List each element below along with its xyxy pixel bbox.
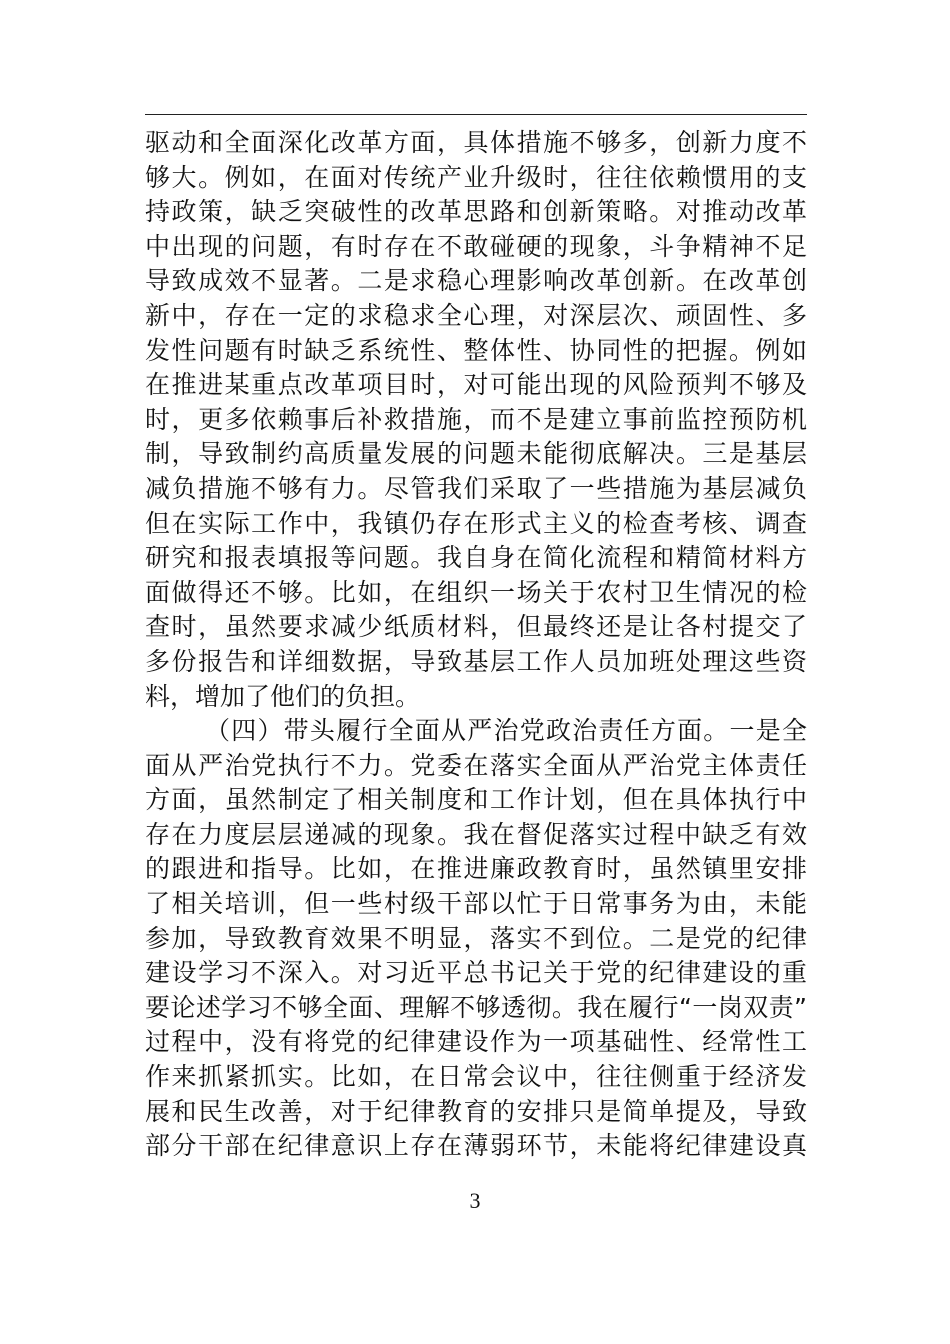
text-line: 的跟进和指导。比如，在推进廉政教育时，虽然镇里安排 <box>145 854 807 884</box>
text-line: 参加，导致教育效果不明显，落实不到位。二是党的纪律 <box>145 923 807 953</box>
text-line: 多份报告和详细数据，导致基层工作人员加班处理这些资 <box>145 646 807 676</box>
section-heading-line: （四）带头履行全面从严治党政治责任方面。一是全 <box>205 716 807 746</box>
text-line: 在推进某重点改革项目时，对可能出现的风险预判不够及 <box>145 370 807 400</box>
text-line: 时，更多依赖事后补救措施，而不是建立事前监控预防机 <box>145 404 807 434</box>
text-line: 展和民生改善，对于纪律教育的安排只是简单提及，导致 <box>145 1096 807 1126</box>
text-line: 料，增加了他们的负担。 <box>145 681 421 711</box>
header-rule <box>145 114 807 115</box>
text-line: 存在力度层层递减的现象。我在督促落实过程中缺乏有效 <box>145 819 807 849</box>
text-line: 驱动和全面深化改革方面，具体措施不够多，创新力度不 <box>145 128 807 157</box>
text-line: 方面，虽然制定了相关制度和工作计划，但在具体执行中 <box>145 785 807 815</box>
text-line: 持政策，缺乏突破性的改革思路和创新策略。对推动改革 <box>145 197 807 227</box>
text-line: 但在实际工作中，我镇仍存在形式主义的检查考核、调查 <box>145 508 807 538</box>
text-line: 研究和报表填报等问题。我自身在简化流程和精简材料方 <box>145 543 807 573</box>
text-line: 部分干部在纪律意识上存在薄弱环节，未能将纪律建设真 <box>145 1131 807 1161</box>
text-line: 新中，存在一定的求稳求全心理，对深层次、顽固性、多 <box>145 300 807 330</box>
text-line: 制，导致制约高质量发展的问题未能彻底解决。三是基层 <box>145 439 807 469</box>
text-line: 够大。例如，在面对传统产业升级时，往往依赖惯用的支 <box>145 162 807 192</box>
text-line: 过程中，没有将党的纪律建设作为一项基础性、经常性工 <box>145 1027 807 1057</box>
page-number: 3 <box>469 1188 481 1213</box>
text-line: 要论述学习不够全面、理解不够透彻。我在履行“一岗双责” <box>145 992 807 1022</box>
text-line: 建设学习不深入。对习近平总书记关于党的纪律建设的重 <box>145 958 807 988</box>
text-line: 面做得还不够。比如，在组织一场关于农村卫生情况的检 <box>145 577 807 607</box>
text-line: 中出现的问题，有时存在不敢碰硬的现象，斗争精神不足 <box>145 231 807 261</box>
text-line: 作来抓紧抓实。比如，在日常会议中，往往侧重于经济发 <box>145 1062 807 1092</box>
text-line: 发性问题有时缺乏系统性、整体性、协同性的把握。例如 <box>145 335 807 365</box>
text-line: 了相关培训，但一些村级干部以忙于日常事务为由，未能 <box>145 889 807 919</box>
text-line: 面从严治党执行不力。党委在落实全面从严治党主体责任 <box>145 750 807 780</box>
body-text <box>145 126 807 1164</box>
text-line: 减负措施不够有力。尽管我们采取了一些措施为基层减负 <box>145 473 807 503</box>
text-line: 导致成效不显著。二是求稳心理影响改革创新。在改革创 <box>145 266 807 296</box>
text-line: 查时，虽然要求减少纸质材料，但最终还是让各村提交了 <box>145 612 807 642</box>
